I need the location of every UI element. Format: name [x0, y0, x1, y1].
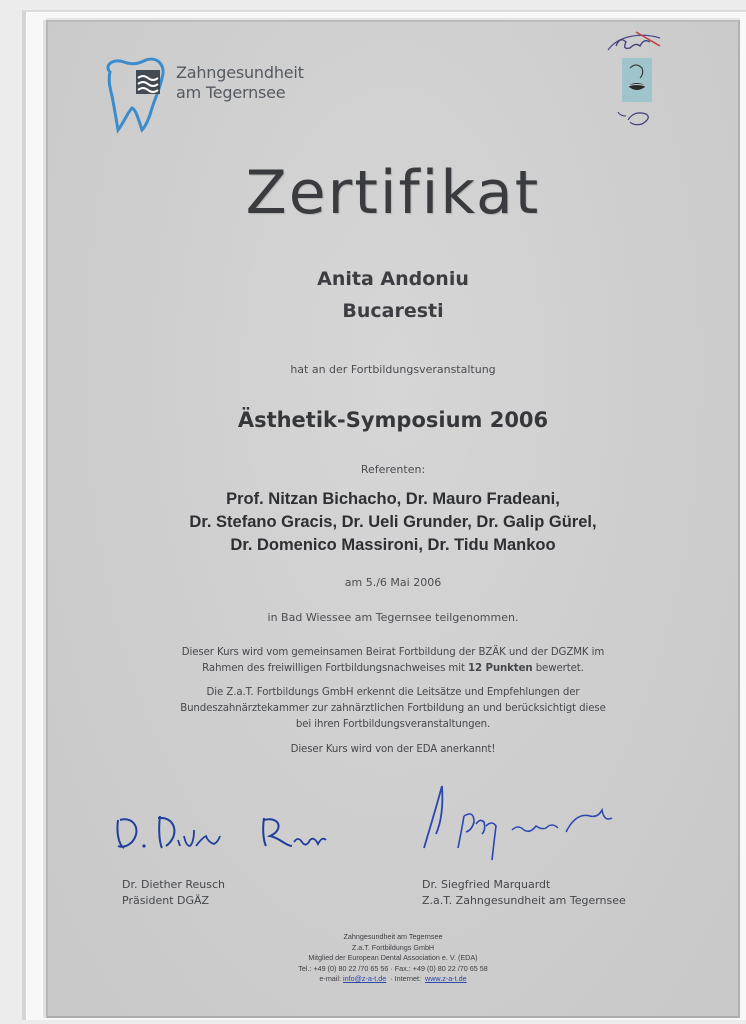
- signatory-1: [122, 877, 225, 909]
- certificate-title: Zertifikat: [245, 158, 541, 228]
- email-label: e-mail:: [319, 974, 341, 983]
- event-location: in Bad Wiessee am Tegernsee teilgenommen.: [267, 611, 519, 624]
- event-date: am 5./6 Mai 2006: [344, 576, 442, 589]
- signatory-2-role: Z.a.T. Zahngesundheit am Tegernsee: [422, 894, 626, 907]
- dgaez-badge-icon: [598, 28, 678, 138]
- accreditation-line-2-post: bewertet.: [535, 663, 584, 674]
- accreditation-line-2: [48, 663, 738, 674]
- recipient-name: Anita Andoniu: [317, 268, 469, 290]
- logo-text-line1: Zahngesundheit: [176, 63, 304, 82]
- logo-text-line2: am Tegernsee: [176, 83, 286, 102]
- accreditation-line-4: Bundeszahnärztekammer zur zahnärztlichen Fortbildung an und berücksichtigt diese: [180, 703, 606, 714]
- speakers-line-2: Dr. Stefano Gracis, Dr. Ueli Grunder, Dr. Galip Gürel,: [189, 513, 597, 531]
- footer-line-1: Zahngesundheit am Tegernsee: [343, 932, 443, 941]
- website-link[interactable]: www.z-a-t.de: [425, 974, 467, 983]
- footer-line-4: Tel.: +49 (0) 80 22 /70 65 56 · Fax.: +49 (0) 80 22 /70 65 58: [298, 963, 488, 973]
- speakers-line-3: Dr. Domenico Massironi, Dr. Tidu Mankoo: [230, 536, 556, 554]
- speakers-label: Referenten:: [360, 463, 426, 476]
- footer-line-5: [48, 974, 738, 985]
- signatory-2: [422, 877, 626, 909]
- footer-line-2: Z.a.T. Fortbildungs GmbH: [351, 942, 435, 952]
- footer-line-3: Mitglied der European Dental Association e. V. (EDA): [308, 953, 478, 962]
- signature-marquardt: [416, 778, 656, 868]
- internet-label: · Internet:: [390, 974, 422, 983]
- accreditation-line-6: Dieser Kurs wird von der EDA anerkannt!: [290, 744, 496, 755]
- accreditation-line-1: Dieser Kurs wird vom gemeinsamen Beirat Fortbildung der BZÄK und der DGZMK im: [181, 647, 605, 658]
- accreditation-line-3: Die Z.a.T. Fortbildungs GmbH erkennt die Leitsätze und Empfehlungen der: [206, 687, 580, 698]
- signature-reusch: [114, 806, 334, 856]
- email-link[interactable]: info@z-a-t.de: [343, 974, 387, 983]
- accreditation-points: 12 Punkten: [468, 663, 533, 674]
- speakers-line-1: Prof. Nitzan Bichacho, Dr. Mauro Fradeani,: [226, 490, 560, 508]
- intro-text: hat an der Fortbildungsveranstaltung: [290, 363, 496, 376]
- accreditation-line-2-pre: Rahmen des freiwilligen Fortbildungsnachweises mit: [202, 663, 465, 674]
- certificate-sheet: [46, 20, 740, 1018]
- signatory-1-name: Dr. Diether Reusch: [122, 878, 225, 891]
- zat-logo: [102, 56, 322, 136]
- recipient-city: Bucaresti: [342, 300, 444, 322]
- tooth-logo-icon: [102, 56, 172, 134]
- footer-address: [48, 932, 738, 985]
- accreditation-line-5: bei ihren Fortbildungsveranstaltungen.: [295, 719, 491, 730]
- signatory-2-name: Dr. Siegfried Marquardt: [422, 878, 551, 891]
- signatory-1-role: Präsident DGÄZ: [122, 894, 210, 907]
- event-title: Ästhetik-Symposium 2006: [237, 408, 549, 432]
